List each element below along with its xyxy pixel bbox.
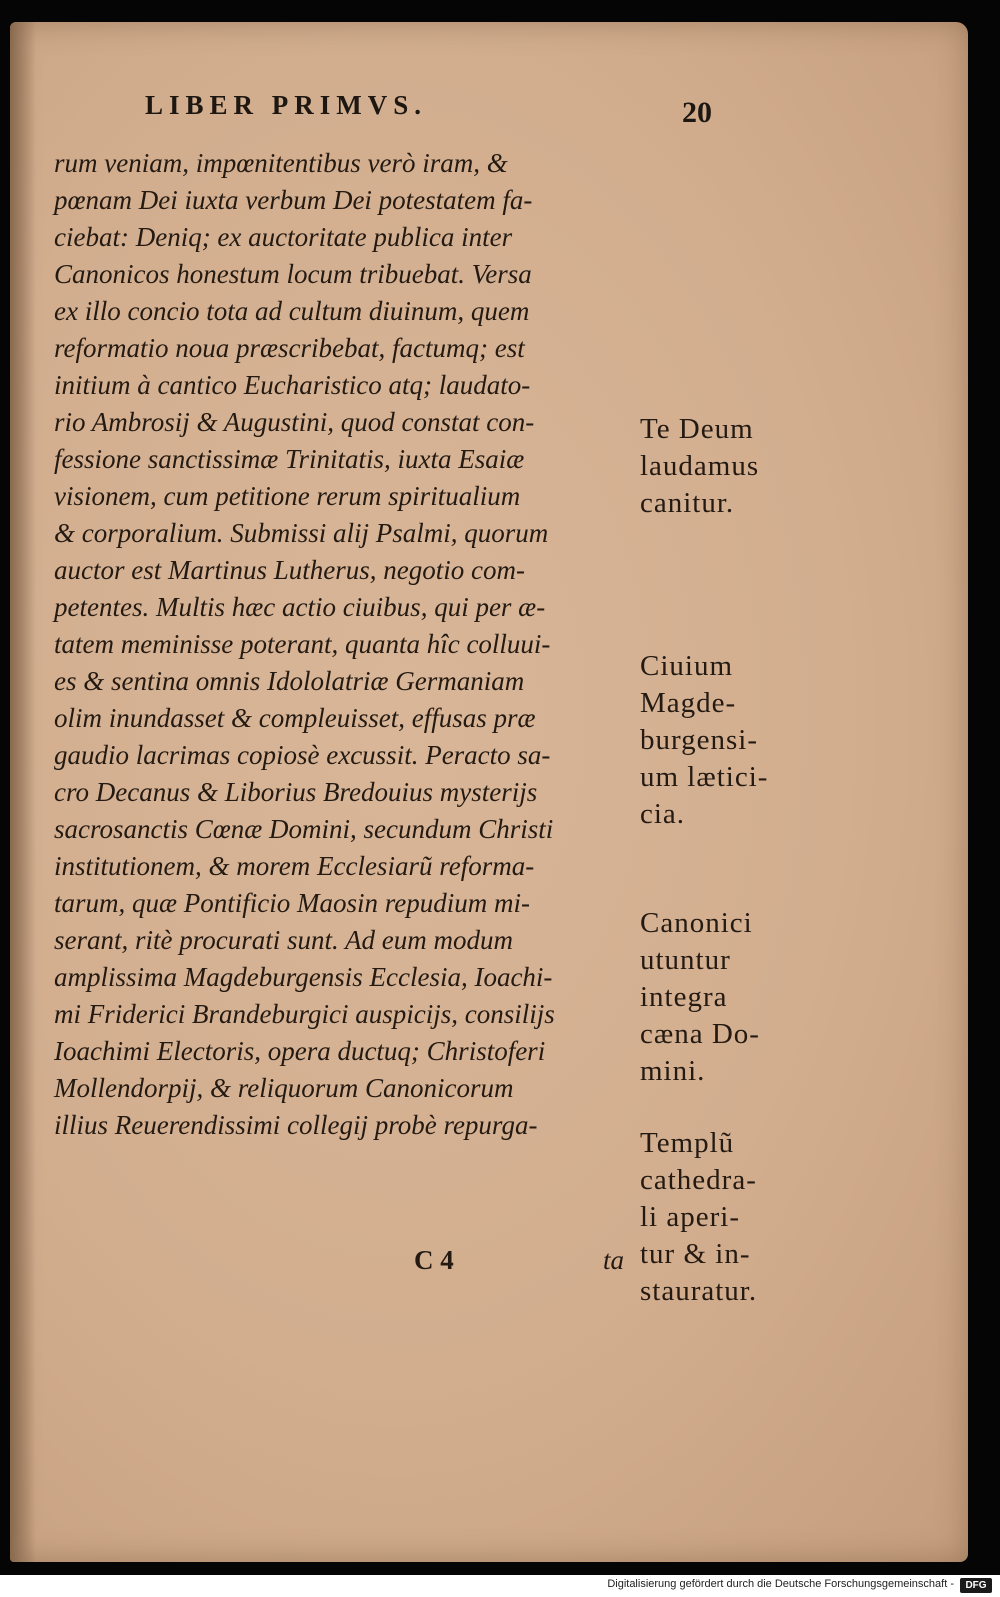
folio-number: 20 — [682, 96, 712, 129]
note-line: cia. — [640, 798, 686, 830]
note-line: mini. — [640, 1055, 706, 1087]
text-line: tatem meminisse poterant, quanta hîc colluui- — [54, 629, 551, 659]
note-line: cathedra- — [640, 1164, 757, 1196]
page-gutter-shadow — [10, 22, 36, 1562]
text-line: auctor est Martinus Lutherus, negotio com- — [54, 555, 525, 585]
note-line: Canonici — [640, 907, 753, 939]
marginal-note — [640, 905, 840, 1090]
note-line: Ciuium — [640, 650, 734, 682]
funding-credit: Digitalisierung gefördert durch die Deutsche Forschungsgemeinschaft - — [607, 1578, 954, 1590]
text-line: reformatio noua præscribebat, factumq; est — [54, 333, 525, 363]
text-line: ex illo concio tota ad cultum diuinum, quem — [54, 296, 530, 326]
catchword: ta — [602, 1245, 624, 1275]
text-line: cro Decanus & Liborius Bredouius mysterijs — [54, 777, 538, 807]
note-line: utuntur — [640, 944, 731, 976]
digitization-footer — [0, 1575, 1000, 1597]
note-line: Te Deum — [640, 413, 754, 445]
signature-mark: C 4 — [414, 1245, 454, 1275]
note-line: Magde- — [640, 687, 737, 719]
text-line: sacrosanctis Cœnæ Domini, secundum Christi — [54, 814, 554, 844]
text-line: Ioachimi Electoris, opera ductuq; Christoferi — [54, 1036, 546, 1066]
text-line: illius Reuerendissimi collegij probè repurga- — [54, 1110, 538, 1140]
running-head: LIBER PRIMVS. — [145, 90, 428, 120]
note-line: tur & in- — [640, 1238, 751, 1270]
text-line: fessione sanctissimæ Trinitatis, iuxta Esaiæ — [54, 444, 525, 474]
text-line: & corporalium. Submissi alij Psalmi, quorum — [54, 518, 549, 548]
text-line: pœnam Dei iuxta verbum Dei potestatem fa- — [54, 185, 533, 215]
text-line: initium à cantico Eucharistico atq; laudato- — [54, 370, 531, 400]
main-text-block — [54, 145, 634, 1144]
text-line: tarum, quæ Pontificio Maosin repudium mi- — [54, 888, 530, 918]
text-line: rio Ambrosij & Augustini, quod constat con- — [54, 407, 535, 437]
text-line: Mollendorpij, & reliquorum Canonicorum — [54, 1073, 514, 1103]
text-line: petentes. Multis hæc actio ciuibus, qui per æ- — [54, 592, 546, 622]
marginal-note — [640, 1125, 840, 1310]
note-line: cæna Do- — [640, 1018, 760, 1050]
note-line: laudamus — [640, 450, 760, 482]
note-line: integra — [640, 981, 728, 1013]
dfg-logo: DFG — [960, 1578, 992, 1593]
note-line: li aperi- — [640, 1201, 740, 1233]
marginal-note — [640, 648, 840, 833]
catchword-row — [54, 1245, 634, 1283]
note-line: Templũ — [640, 1127, 735, 1159]
text-line: gaudio lacrimas copiosè excussit. Peracto sa- — [54, 740, 551, 770]
note-line: canitur. — [640, 487, 735, 519]
text-line: mi Friderici Brandeburgici auspicijs, consilijs — [54, 999, 555, 1029]
note-line: stauratur. — [640, 1275, 758, 1307]
text-line: rum veniam, impœnitentibus verò iram, & — [54, 148, 508, 178]
text-line: ciebat: Deniq; ex auctoritate publica inter — [54, 222, 513, 252]
note-line: burgensi- — [640, 724, 759, 756]
text-line: es & sentina omnis Idololatriæ Germaniam — [54, 666, 525, 696]
text-line: institutionem, & morem Ecclesiarũ reforma- — [54, 851, 535, 881]
text-line: amplissima Magdeburgensis Ecclesia, Ioachi- — [54, 962, 553, 992]
note-line: um lætici- — [640, 761, 769, 793]
text-line: olim inundasset & compleuisset, effusas præ — [54, 703, 536, 733]
marginal-note — [640, 411, 840, 522]
text-line: serant, ritè procurati sunt. Ad eum modum — [54, 925, 513, 955]
text-line: visionem, cum petitione rerum spiritualium — [54, 481, 521, 511]
text-line: Canonicos honestum locum tribuebat. Versa — [54, 259, 532, 289]
